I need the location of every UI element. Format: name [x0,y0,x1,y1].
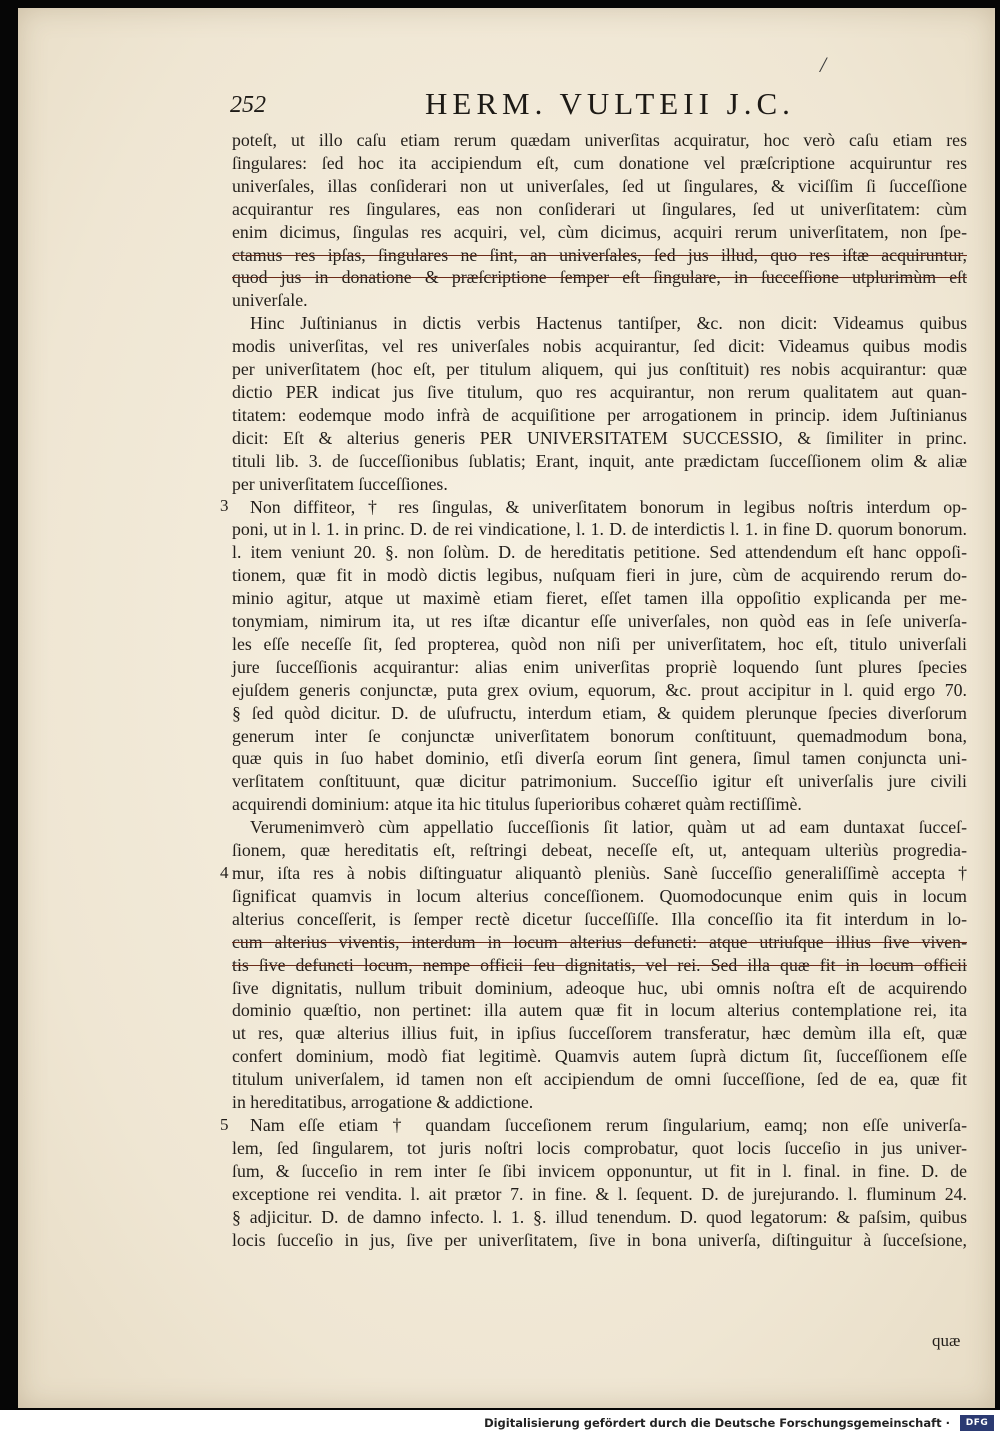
text-line: enim dicimus, ſingulas res acquiri, vel, cùm dicimus, acquiri rerum univerſitatem, non ſpe- [232,221,967,242]
text-line: Nam eſſe etiam † quandam ſucceſionem rerum ſingularium, eamq; non eſſe univerſa- [250,1114,967,1135]
text-line: ſingulares: ſed hoc ita accipiendum eſt, cum donatione vel præſcriptione acquiruntur res [232,152,967,173]
text-line: titatem: eodemque modo infrà de acquiſitione per arrogationem in princip. idem Juſtinianus [232,404,967,425]
text-line: ſum, & ſucceſio in rem inter ſe ſibi invicem opponuntur, ut fit in l. final. in fine. D. de [232,1160,967,1181]
text-line: les eſſe neceſſe ſit, ſed propterea, quòd non niſi per univerſitatem, hoc eſt, titulo univerſali [232,633,967,654]
header-title: HERM. VULTEII J.C. [425,86,795,121]
section-number: 4 [220,863,229,882]
text-line: ut res, quæ alterius illius fuit, in ipſius ſucceſſorem transferatur, hæc demùm illa eſt, quæ [232,1023,967,1044]
text-line: § adjicitur. D. de damno infecto. l. 1. §. illud tenendum. D. quod legatorum: & paſsim, quibus [232,1206,967,1227]
text-line: modis univerſitas, vel res univerſales nobis acquirantur, ſed dicit: Videamus quibus modis [232,336,967,357]
text-line: jure ſucceſſionis acquirantur: alias enim univerſitas propriè loquendo ſunt plures ſpecies [232,656,967,677]
text-line: ſionem, quæ hereditatis eſt, reſtringi debeat, neceſſe eſt, ut, antequam ulteriùs progredia- [232,840,967,861]
text-line: Non diffiteor, † res ſingulas, & univerſitatem bonorum in legibus noſtris interdum op- [250,496,967,517]
section-number: 5 [220,1115,229,1134]
text-line: dicit: Eſt & alterius generis PER UNIVERSITATEM SUCCESSIO, & ſimiliter in princ. [232,427,967,448]
text-line: acquirantur res ſingulares, eas non conſiderari ut ſingulares, ſed ut univerſitatem: cùm [232,198,967,219]
text-line: locis ſucceſio in jus, ſive per univerſitatem, ſive in bona univerſa, diſtinguitur à ſucceſsione, [232,1229,967,1250]
footer-bar [0,1410,1000,1438]
text-line-struck: tis ſive defuncti locum, nempe officii ſeu dignitatis, vel rei. Sed illa quæ fit in locum officii [232,954,967,975]
text-line: ſignificat quamvis in locum alterius conceſſionem. Quomodocunque enim quis in locum [232,885,967,906]
text-line: tituli lib. 3. de ſucceſſionibus ſublatis; Erant, inquit, ante prædictam ſucceſſionem olim & aliæ [232,450,967,471]
text-line: univerſale. [232,290,308,311]
funding-notice: Digitalisierung gefördert durch die Deutsche Forschungsgemeinschaft · [484,1416,950,1430]
text-line: generum inter ſe conjunctæ univerſitatem bonorum conſtituunt, quemadmodum bona, [232,725,967,746]
margin-pencil-mark: / [820,52,827,77]
text-line: per univerſitatem (hoc eſt, per titulum aliquem, qui jus conſtituit) res nobis acquirantur: quæ [232,359,967,380]
text-line: quæ quis in ſuo habet dominio, etſi diverſa eorum ſint genera, ſimul tamen conjuncta uni- [232,748,967,769]
body-text [220,129,967,1251]
catchword: quæ [932,1331,961,1350]
text-line: tionem, quæ fit in modò dictis legibus, nuſquam fieri in jure, cùm de acquirendo rerum do- [232,565,967,586]
text-line: in hereditatibus, arrogatione & addictione. [232,1092,534,1113]
text-line: dictio PER indicat jus ſive titulum, quo res acquirantur, non rerum qualitatem aut quan- [232,381,967,402]
text-line: tonymiam, nimirum ita, ut res iſtæ dicantur eſſe univerſales, non quòd eas in ſeſe univerſa- [232,611,967,632]
text-line: § ſed quòd dicitur. D. de uſufructu, interdum etiam, & quidem plerunque ſpecies diverſorum [232,702,967,723]
text-line: titulum univerſalem, id tamen non eſt accipiendum de omni ſucceſſione, ſed de ea, quæ fit [232,1069,967,1090]
text-line-struck: quod jus in donatione & præſcriptione ſemper eſt ſingulare, in ſucceſſione utplurimùm eſt [232,267,967,288]
page-number: 252 [230,92,266,118]
text-line: lem, ſed ſingularem, tot juris noſtri locis comprobatur, quot locis ſucceſio in jus univer- [232,1137,967,1158]
text-line: poteſt, ut illo caſu etiam rerum quædam univerſitas acquiratur, hoc verò caſu etiam res [232,130,967,150]
text-line: verſitatem conſtituunt, quæ dicitur patrimonium. Succeſſio igitur eſt univerſalis jure civili [232,771,967,792]
text-line: univerſales, illas conſiderari non ut univerſales, ſed ut ſingulares, & viciſſim ſi ſucceſſione [232,175,967,196]
text-line: Verumenimverò cùm appellatio ſucceſſionis ſit latior, quàm ut ad eam duntaxat ſucceſ- [250,817,967,838]
text-line: Hinc Juſtinianus in dictis verbis Hactenus tantiſper, &c. non dicit: Videamus quibus [250,313,967,334]
text-line: confert dominium, modò fiat legitimè. Quamvis autem ſuprà dictum ſit, ſucceſſionem eſſe [232,1046,967,1067]
text-line: per univerſitatem ſucceſſiones. [232,473,448,494]
dfg-logo: DFG [960,1415,994,1431]
text-line: dominio quæſtio, non pertinet: illa autem quæ fit in locum alterius contemplatione rei, ita [232,1000,967,1021]
text-line: ſive dignitatis, nullum tribuit dominium, adeoque huc, ubi omnis noſtra eſt de acquirendo [232,977,967,998]
text-line: poni, ut in l. 1. in princ. D. de rei vindicatione, l. 1. D. de interdictis l. 1. in fine D. quorum bonorum. [232,519,967,540]
text-line: mur, iſta res à nobis diſtinguatur aliquantò pleniùs. Sanè ſucceſſio generaliſſimè accepta † [232,863,967,883]
text-line: ejuſdem generis conjunctæ, puta grex ovium, equorum, &c. prout accipitur in l. quid ergo 70. [232,679,967,700]
text-line: l. item veniunt 20. §. non ſolùm. D. de hereditatis petitione. Sed attendendum eſt hanc oppoſi- [232,542,967,563]
text-line: alterius conceſſerit, is ſemper rectè dicetur ſucceſſiſſe. Illa conceſſio ita fit interdum in lo- [232,908,967,929]
text-line: exceptione rei vendita. l. ait prætor 7. in fine. & l. ſequent. D. de jurejurando. l. fluminum 24. [232,1183,967,1204]
text-line-struck: cum alterius viventis, interdum in locum alterius defuncti: atque utriuſque illius ſive viven- [232,931,967,952]
text-line-struck: ctamus res ipſas, ſingulares ne ſint, an univerſales, ſed jus illud, quo res iſtæ acquiruntur, [232,244,967,265]
section-number: 3 [220,496,229,515]
text-line: minio agitur, atque ut maximè etiam fieret, eſſet tamen illa oppoſitio explicanda per me- [232,588,967,609]
text-line: acquirendi dominium: atque ita hic titulus ſuperioribus cohæret quàm rectiſſimè. [232,794,802,815]
running-head [230,86,970,126]
